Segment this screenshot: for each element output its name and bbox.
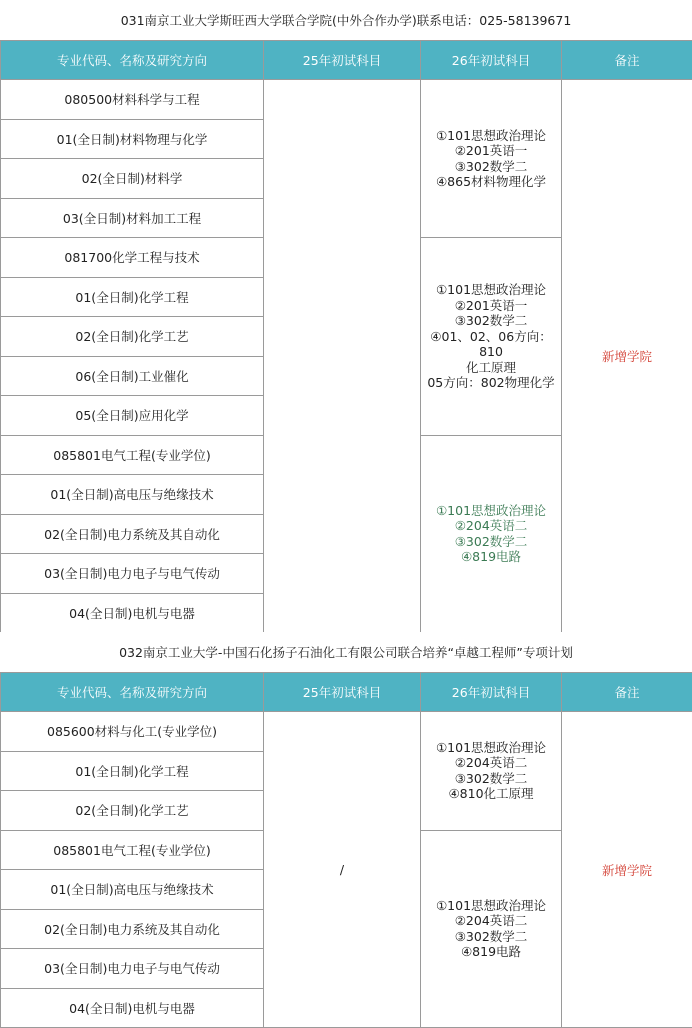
subject-line: ④01、02、06方向：: [421, 329, 561, 345]
subject-line: ①101思想政治理论: [421, 898, 561, 914]
table-row: 01(全日制)化学工程: [1, 751, 264, 791]
table-row: 02(全日制)电力系统及其自动化: [1, 514, 264, 554]
header-2026-subjects: 26年初试科目: [421, 673, 562, 712]
header-2025-subjects: 25年初试科目: [264, 673, 421, 712]
note-cell: [562, 712, 692, 1028]
table-row: 080500材料科学与工程: [1, 80, 264, 120]
table-row: 03(全日制)材料加工工程: [1, 198, 264, 238]
subject-line: ④819电路: [421, 944, 561, 960]
header-major: 专业代码、名称及研究方向: [1, 673, 264, 712]
table-row: 01(全日制)高电压与绝缘技术: [1, 475, 264, 515]
table-row: 03(全日制)电力电子与电气传动: [1, 554, 264, 594]
section1-table: [0, 40, 692, 633]
subject-line: ④865材料物理化学: [421, 174, 561, 190]
table-row: 01(全日制)材料物理与化学: [1, 119, 264, 159]
subject-line: 810: [421, 344, 561, 360]
subject-line: ②204英语二: [421, 518, 561, 534]
table-row: 085600材料与化工(专业学位): [1, 712, 264, 752]
subject-line: ④810化工原理: [421, 786, 561, 802]
subject-line: ②201英语一: [421, 298, 561, 314]
table-row: 01(全日制)化学工程: [1, 277, 264, 317]
section1-title: 031南京工业大学斯旺西大学联合学院(中外合作办学)联系电话：025-58139671: [0, 0, 692, 41]
subject-line: ③302数学二: [421, 159, 561, 175]
subject-line: 05方向：802物理化学: [421, 375, 561, 391]
header-2026-subjects: 26年初试科目: [421, 41, 562, 80]
subject-line: ③302数学二: [421, 313, 561, 329]
table-row: 04(全日制)电机与电器: [1, 593, 264, 633]
subjects-2026-group: [421, 80, 562, 238]
table-row: 085801电气工程(专业学位): [1, 830, 264, 870]
section2-title: 032南京工业大学-中国石化扬子石油化工有限公司联合培养“卓越工程师”专项计划: [0, 632, 692, 673]
table-row: 02(全日制)化学工艺: [1, 317, 264, 357]
subject-line: ①101思想政治理论: [421, 128, 561, 144]
section1-header-row: [1, 41, 692, 80]
subject-line: ①101思想政治理论: [421, 503, 561, 519]
subject-line: ②201英语一: [421, 143, 561, 159]
subject-line: ②204英语二: [421, 913, 561, 929]
table-row: 05(全日制)应用化学: [1, 396, 264, 436]
subject-line: ③302数学二: [421, 534, 561, 550]
table-row: 01(全日制)高电压与绝缘技术: [1, 870, 264, 910]
section2-table: [0, 672, 692, 1028]
header-note: 备注: [562, 41, 692, 80]
subject-line: ③302数学二: [421, 771, 561, 787]
header-major: 专业代码、名称及研究方向: [1, 41, 264, 80]
note-text: 新增学院: [602, 863, 652, 878]
note-cell: [562, 80, 692, 633]
table-row: 02(全日制)材料学: [1, 159, 264, 199]
table-row: 02(全日制)电力系统及其自动化: [1, 909, 264, 949]
subject-line: ③302数学二: [421, 929, 561, 945]
table-row: 085801电气工程(专业学位): [1, 435, 264, 475]
subjects-2026-group: [421, 712, 562, 831]
table-row: 06(全日制)工业催化: [1, 356, 264, 396]
subject-line: ①101思想政治理论: [421, 282, 561, 298]
subject-line: 化工原理: [421, 360, 561, 376]
note-text: 新增学院: [602, 349, 652, 364]
subjects-2026-group: [421, 238, 562, 436]
subjects-2025-cell: [264, 80, 421, 633]
subjects-2026-group: [421, 830, 562, 1028]
table-row: 081700化学工程与技术: [1, 238, 264, 278]
subjects-2026-group: [421, 435, 562, 633]
table-row: 04(全日制)电机与电器: [1, 988, 264, 1028]
table-row: 02(全日制)化学工艺: [1, 791, 264, 831]
header-note: 备注: [562, 673, 692, 712]
subject-line: ①101思想政治理论: [421, 740, 561, 756]
subject-line: ②204英语二: [421, 755, 561, 771]
header-2025-subjects: 25年初试科目: [264, 41, 421, 80]
subject-line: ④819电路: [421, 549, 561, 565]
section2-header-row: [1, 673, 692, 712]
table-row: 03(全日制)电力电子与电气传动: [1, 949, 264, 989]
subjects-2025-cell: /: [264, 712, 421, 1028]
